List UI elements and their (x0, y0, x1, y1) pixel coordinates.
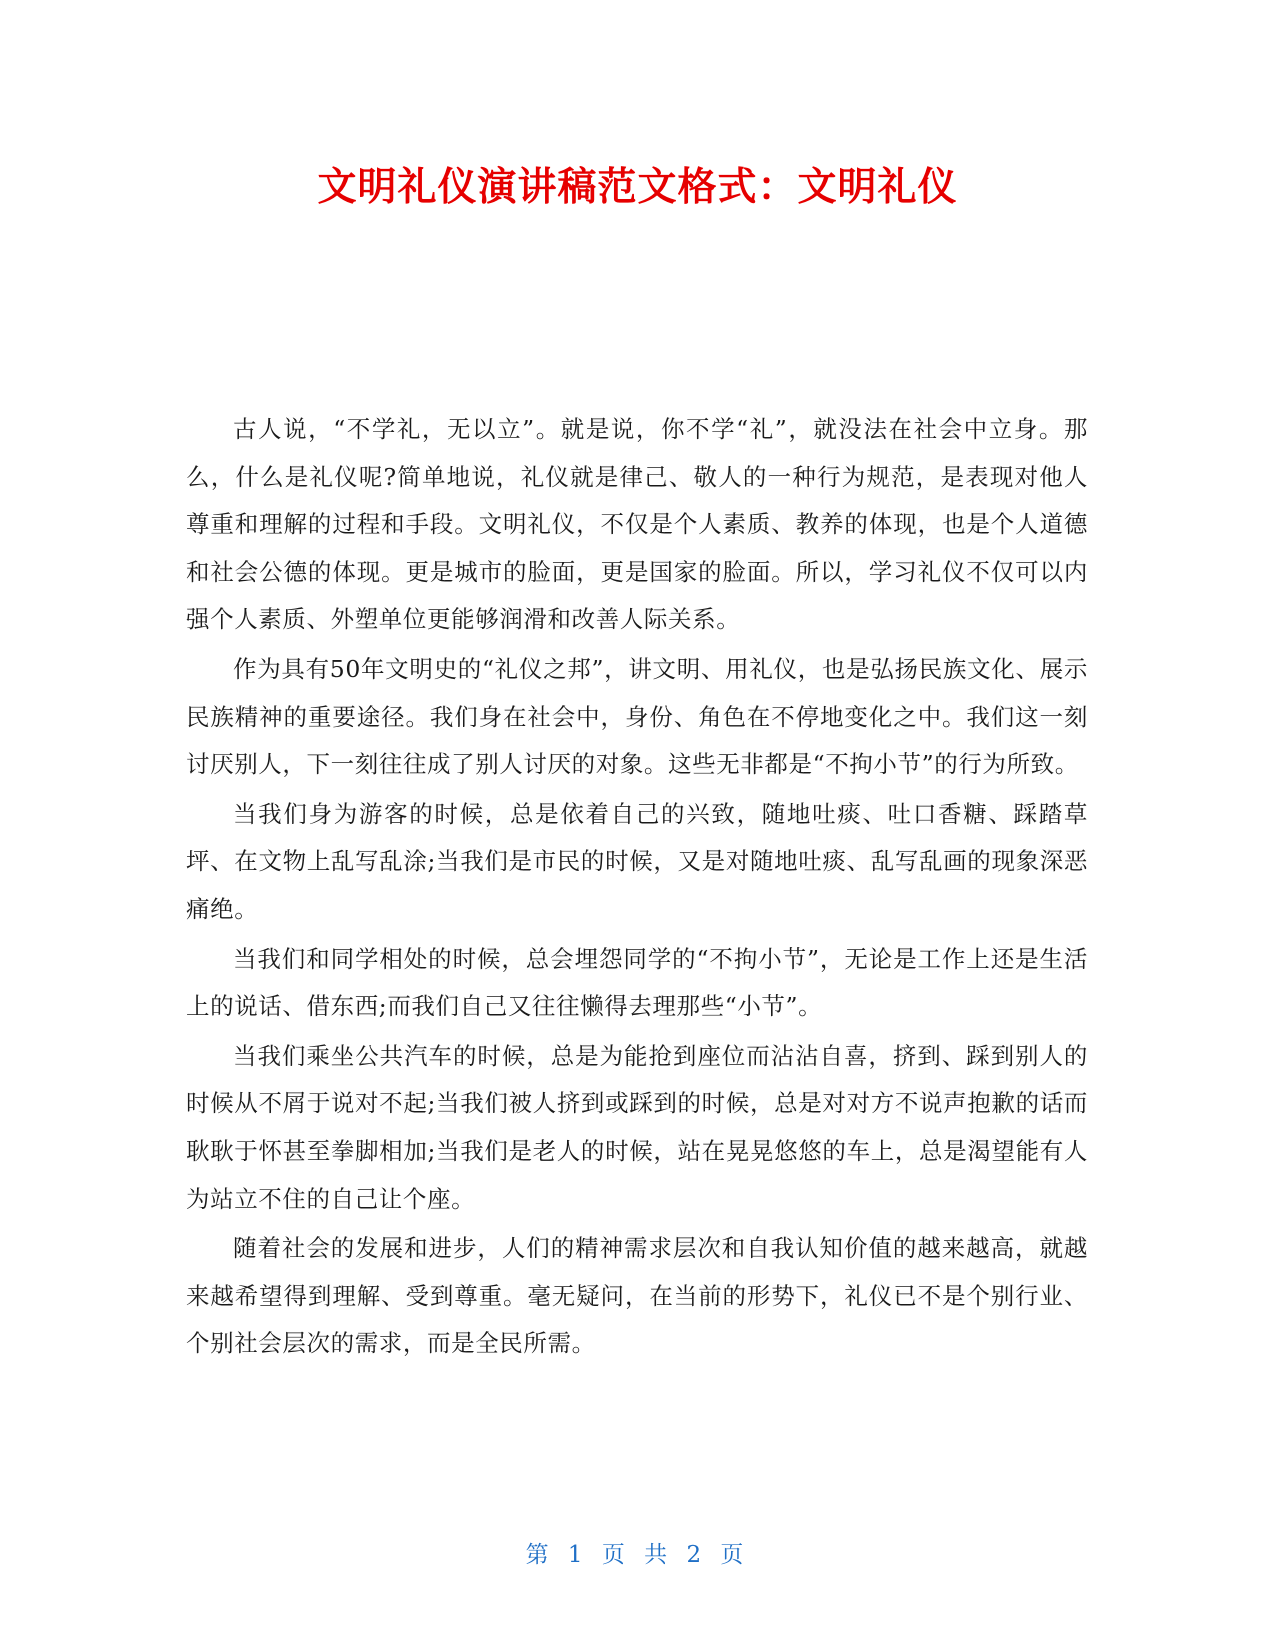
document-body (186, 406, 1088, 1370)
paragraph-3: 当我们身为游客的时候，总是依着自己的兴致，随地吐痰、吐口香糖、踩踏草坪、在文物上乱写乱涂;当我们是市民的时候，又是对随地吐痰、乱写乱画的现象深恶痛绝。 (186, 799, 1088, 923)
paragraph-1: 古人说，“不学礼，无以立”。就是说，你不学“礼”，就没法在社会中立身。那么，什么是礼仪呢?简单地说，礼仪就是律己、敬人的一种行为规范，是表现对他人尊重和理解的过程和手段。文明礼仪，不仅是个人素质、教养的体现，也是个人道德和社会公德的体现。更是城市的脸面，更是国家的脸面。所以，学习礼仪不仅可以内强个人素质、外塑单位更能够润滑和改善人际关系。 (186, 415, 1088, 634)
paragraph-4: 当我们和同学相处的时候，总会埋怨同学的“不拘小节”，无论是工作上还是生活上的说话、借东西;而我们自己又往往懒得去理那些“小节”。 (186, 944, 1088, 1021)
paragraph-6: 随着社会的发展和进步，人们的精神需求层次和自我认知价值的越来越高，就越来越希望得到理解、受到尊重。毫无疑问，在当前的形势下，礼仪已不是个别行业、个别社会层次的需求，而是全民所需。 (186, 1234, 1088, 1358)
paragraph-2: 作为具有50年文明史的“礼仪之邦”，讲文明、用礼仪，也是弘扬民族文化、展示民族精神的重要途径。我们身在社会中，身份、角色在不停地变化之中。我们这一刻讨厌别人，下一刻往往成了别人讨厌的对象。这些无非都是“不拘小节”的行为所致。 (186, 654, 1088, 779)
paragraph-5: 当我们乘坐公共汽车的时候，总是为能抢到座位而沾沾自喜，挤到、踩到别人的时候从不屑于说对不起;当我们被人挤到或踩到的时候，总是对对方不说声抱歉的话而耿耿于怀甚至拳脚相加;当我们是老人的时候，站在晃晃悠悠的车上，总是渴望能有人为站立不住的自己让个座。 (186, 1041, 1088, 1213)
document-title: 文明礼仪演讲稿范文格式：文明礼仪 (317, 165, 958, 210)
page-footer: 第 1 页 共 2 页 (525, 1542, 750, 1568)
